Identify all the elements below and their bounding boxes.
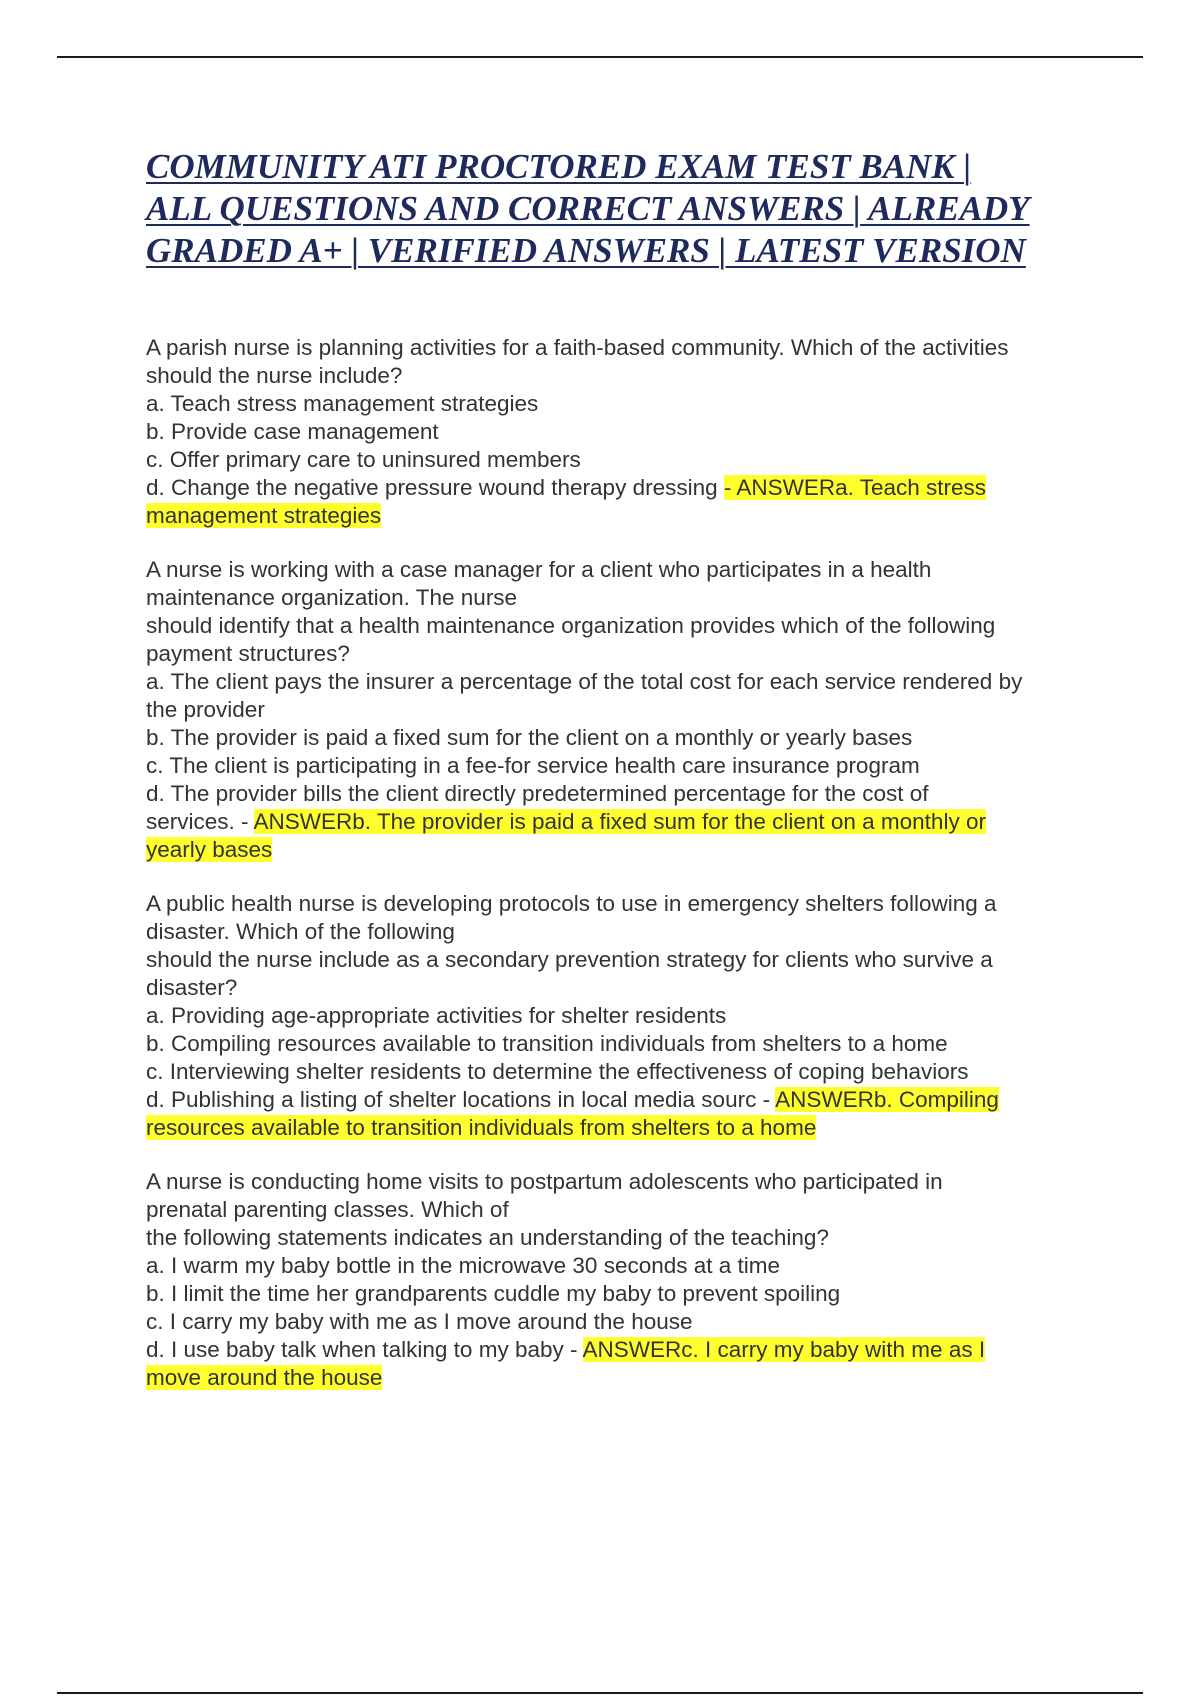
answer-option: c. The client is participating in a fee-for service health care insurance program	[146, 753, 920, 778]
title-line: COMMUNITY ATI PROCTORED EXAM TEST BANK |	[146, 147, 972, 186]
answer-option: a. Providing age-appropriate activities for shelter residents	[146, 1003, 727, 1028]
answer-option-last: d. I use baby talk when talking to my baby - ANSWERc. I carry my baby with me as I	[146, 1337, 986, 1362]
question-stem-line: payment structures?	[146, 641, 350, 666]
answer-option: b. Compiling resources available to transition individuals from shelters to a home	[146, 1031, 948, 1056]
answer-option: a. Teach stress management strategies	[146, 391, 539, 416]
question-block-2	[146, 556, 1106, 864]
question-stem-line: should the nurse include?	[146, 363, 403, 388]
answer-highlight: move around the house	[146, 1365, 383, 1390]
answer-option-last: services. - ANSWERb. The provider is paid a fixed sum for the client on a monthly or	[146, 809, 986, 834]
title-line: GRADED A+ | VERIFIED ANSWERS | LATEST VERSION	[146, 231, 1026, 270]
title-line: ALL QUESTIONS AND CORRECT ANSWERS | ALREADY	[146, 189, 1030, 228]
answer-option: b. Provide case management	[146, 419, 439, 444]
answer-option-last: d. Publishing a listing of shelter locations in local media sourc - ANSWERb. Compiling	[146, 1087, 999, 1112]
answer-option: a. I warm my baby bottle in the microwave 30 seconds at a time	[146, 1253, 781, 1278]
question-stem-line: maintenance organization. The nurse	[146, 585, 518, 610]
answer-highlight: yearly bases	[146, 837, 273, 862]
question-stem-line: A public health nurse is developing protocols to use in emergency shelters following a	[146, 891, 997, 916]
question-stem-line: A nurse is working with a case manager for a client who participates in a health	[146, 557, 932, 582]
answer-option: b. The provider is paid a fixed sum for the client on a monthly or yearly bases	[146, 725, 913, 750]
answer-option-last	[146, 1114, 1106, 1142]
answer-highlight: ANSWERb. The provider is paid a fixed sum for the client on a monthly or	[253, 809, 986, 834]
answer-option: a. The client pays the insurer a percentage of the total cost for each service rendered by	[146, 669, 1023, 694]
document-title	[146, 146, 1146, 272]
question-block-4	[146, 1168, 1106, 1392]
question-block-3	[146, 890, 1106, 1142]
answer-option: b. I limit the time her grandparents cuddle my baby to prevent spoiling	[146, 1281, 841, 1306]
answer-option-last	[146, 836, 1106, 864]
answer-highlight: ANSWERc. I carry my baby with me as I	[582, 1337, 986, 1362]
header-rule	[57, 56, 1143, 58]
answer-option: d. The provider bills the client directly predetermined percentage for the cost of	[146, 781, 929, 806]
answer-highlight: ANSWERb. Compiling	[775, 1087, 999, 1112]
answer-option-last	[146, 502, 1106, 530]
answer-option-last: d. Change the negative pressure wound therapy dressing - ANSWERa. Teach stress	[146, 475, 987, 500]
answer-option: c. Interviewing shelter residents to determine the effectiveness of coping behaviors	[146, 1059, 969, 1084]
question-stem-line: A nurse is conducting home visits to postpartum adolescents who participated in	[146, 1169, 943, 1194]
question-stem-line: disaster?	[146, 975, 238, 1000]
answer-option: c. I carry my baby with me as I move around the house	[146, 1309, 693, 1334]
answer-option-last	[146, 1364, 1106, 1392]
answer-highlight: resources available to transition individuals from shelters to a home	[146, 1115, 817, 1140]
answer-highlight: management strategies	[146, 503, 382, 528]
question-stem-line: the following statements indicates an understanding of the teaching?	[146, 1225, 829, 1250]
answer-option: c. Offer primary care to uninsured members	[146, 447, 581, 472]
footer-rule	[57, 1692, 1143, 1694]
question-stem-line: should the nurse include as a secondary prevention strategy for clients who survive a	[146, 947, 993, 972]
question-stem-line: A parish nurse is planning activities for a faith-based community. Which of the activities	[146, 335, 1009, 360]
answer-highlight: - ANSWERa. Teach stress	[723, 475, 987, 500]
question-stem-line: prenatal parenting classes. Which of	[146, 1197, 509, 1222]
question-stem-line: disaster. Which of the following	[146, 919, 455, 944]
answer-option: the provider	[146, 697, 265, 722]
question-block-1	[146, 334, 1106, 530]
question-stem-line: should identify that a health maintenance organization provides which of the following	[146, 613, 996, 638]
